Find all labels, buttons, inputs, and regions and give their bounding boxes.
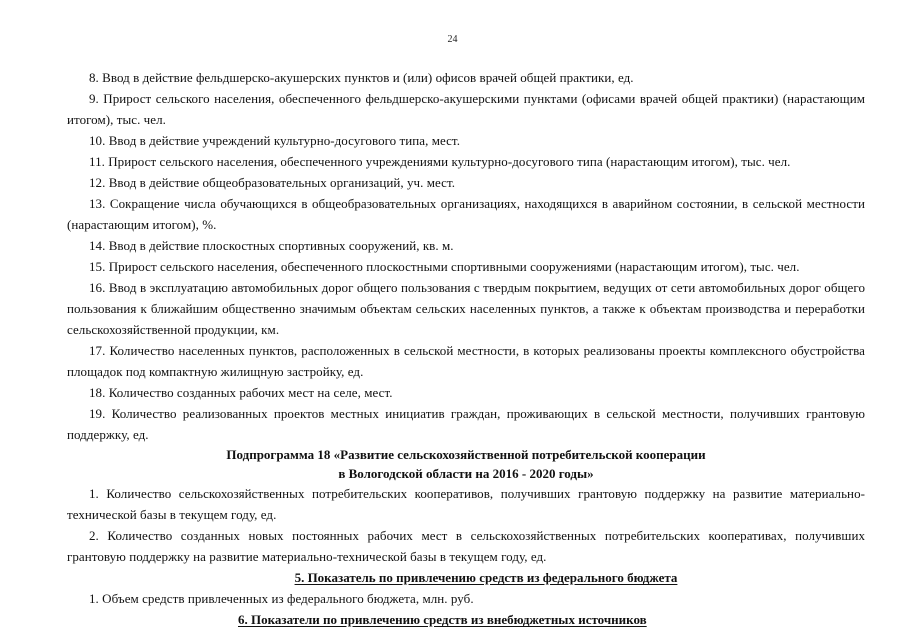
indicator-item-19: 19. Количество реализованных проектов местных инициатив граждан, проживающих в сельской местности, получивших грантовую поддержку, ед. [67, 406, 865, 442]
subprogram-item-1: 1. Количество сельскохозяйственных потребительских кооперативов, получивших грантовую поддержку на развитие материально-технической базы в текущем году, ед. [67, 486, 865, 522]
subprogram-title-line-2: в Вологодской области на 2016 - 2020 годы» [338, 466, 594, 481]
page-content [67, 67, 865, 630]
page-number: 24 [447, 34, 458, 45]
indicator-item-12: 12. Ввод в действие общеобразовательных организаций, уч. мест. [89, 175, 456, 190]
indicator-item-17: 17. Количество населенных пунктов, расположенных в сельской местности, в которых реализованы проекты комплексного обустройства площадок под компактную жилищную застройку, ед. [67, 343, 865, 379]
section-5-title: 5. Показатель по привлечению средств из федерального бюджета [294, 570, 678, 585]
indicator-item-16: 16. Ввод в эксплуатацию автомобильных дорог общего пользования с твердым покрытием, ведущих от сети автомобильных дорог общего пользования к ближайшим общественно значимым объектам сельских населенных пунктов, а также к объектам производства и переработки сельскохозяйственной продукции, км. [67, 280, 865, 337]
indicator-item-8: 8. Ввод в действие фельдшерско-акушерских пунктов и (или) офисов врачей общей практики, ед. [89, 70, 634, 85]
indicator-item-11: 11. Прирост сельского населения, обеспеченного учреждениями культурно-досугового типа (нарастающим итогом), тыс. чел. [89, 154, 791, 169]
section-5-item-1: 1. Объем средств привлеченных из федерального бюджета, млн. руб. [89, 591, 474, 606]
section-6-title: 6. Показатели по привлечению средств из внебюджетных источников [238, 612, 647, 627]
subprogram-title-line-1: Подпрограмма 18 «Развитие сельскохозяйственной потребительской кооперации [226, 447, 706, 462]
subprogram-heading [67, 445, 865, 483]
indicator-item-18: 18. Количество созданных рабочих мест на селе, мест. [89, 385, 393, 400]
indicator-item-10: 10. Ввод в действие учреждений культурно-досугового типа, мест. [89, 133, 460, 148]
indicator-item-14: 14. Ввод в действие плоскостных спортивных сооружений, кв. м. [89, 238, 454, 253]
indicator-item-9: 9. Прирост сельского населения, обеспеченного фельдшерско-акушерскими пунктами (офисами врачей общей практики) (нарастающим итогом), тыс. чел. [67, 91, 865, 127]
subprogram-item-2: 2. Количество созданных новых постоянных рабочих мест в сельскохозяйственных потребительских кооперативах, получивших грантовую поддержку на развитие материально-технической базы в текущем году, ед. [67, 528, 865, 564]
indicator-item-15: 15. Прирост сельского населения, обеспеченного плоскостными спортивными сооружениями (нарастающим итогом), тыс. чел. [89, 259, 800, 274]
indicator-item-13: 13. Сокращение числа обучающихся в общеобразовательных организациях, находящихся в аварийном состоянии, в сельской местности (нарастающим итогом), %. [67, 196, 865, 232]
